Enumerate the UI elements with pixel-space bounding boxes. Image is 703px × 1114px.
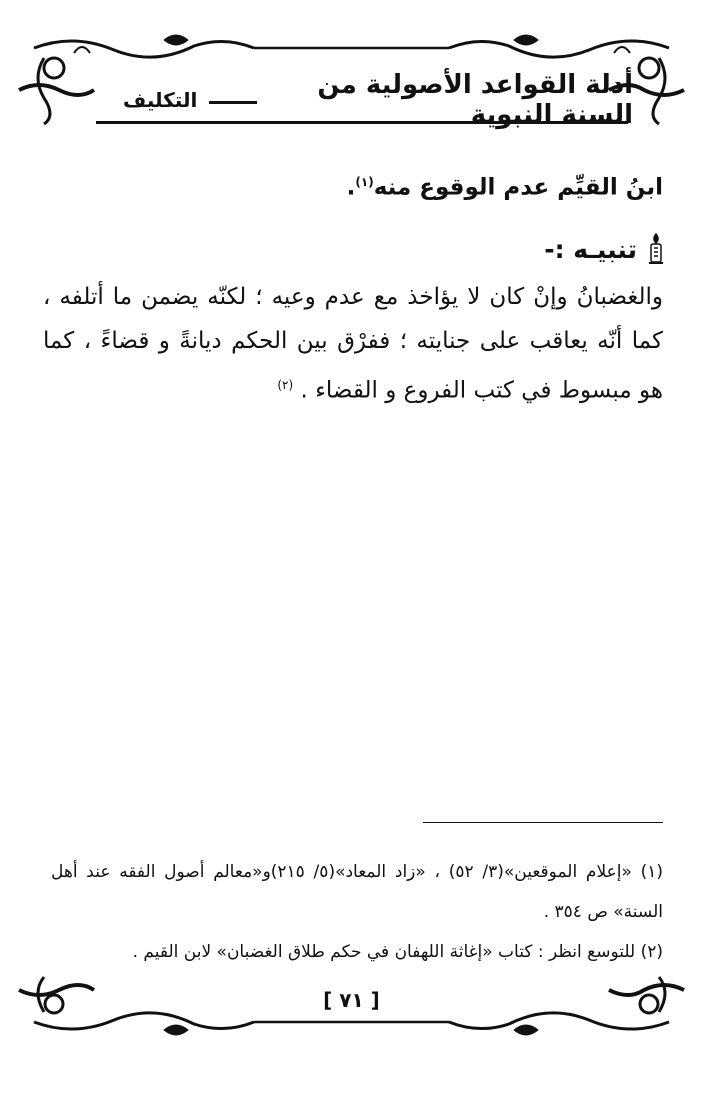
paragraph-1: ابنُ القيِّم عدم الوقوع منه$^{(١)}$. — [346, 174, 663, 201]
footnote-separator — [423, 822, 663, 823]
footnote-1: (١) «إعلام الموقعين»(٣/ ٥٢) ، «زاد المعاد»(٥/ ٢١٥)و«معالم أصول الفقه عند أهل السنة» ص ٣٥٤ . — [51, 862, 664, 922]
footnote-ref-1[interactable]: (١) — [355, 175, 374, 189]
paragraph-2 — [43, 275, 663, 413]
book-title: أدلة القواعد الأصولية من السنة النبوية — [317, 70, 633, 130]
header-rule — [96, 121, 628, 124]
footnote-ref-2[interactable]: (٢) — [277, 378, 294, 392]
footnotes — [51, 852, 663, 972]
paragraph-1-text: ابنُ القيِّم عدم الوقوع منه — [373, 174, 663, 201]
notice-label: تنبيـه :- — [544, 234, 637, 264]
header-dash — [209, 101, 257, 104]
running-header — [123, 70, 633, 130]
section-title: التكليف — [123, 88, 198, 112]
page-number: [ ٧١ ] — [323, 988, 380, 1012]
paragraph-2-text: والغضبانُ وإنْ كان لا يؤاخذ مع عدم وعيه ؛ لكنّه يضمن ما أتلفه ، كما أنّه يعاقب على جنايته ؛ ففرْق بين الحكم ديانةً و قضاءً ، كما هو مبسوط في كتب الفروع و القضاء . — [43, 284, 663, 404]
footnote-2: (٢) للتوسع انظر : كتاب «إغاثة اللهفان في حكم طلاق الغضبان» لابن القيم . — [132, 942, 663, 962]
notice-heading — [544, 232, 665, 266]
candle-icon — [647, 232, 665, 266]
